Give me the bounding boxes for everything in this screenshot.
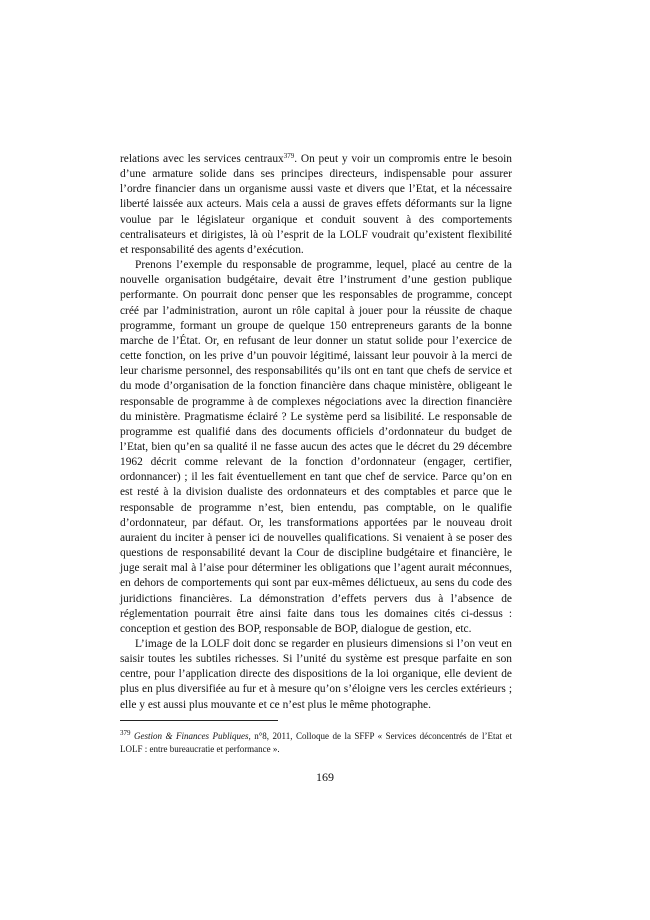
paragraph-2: Prenons l’exemple du responsable de programme, lequel, placé au centre de la nouvelle organisation budgétaire, devait être l’instrument d’une gestion publique performante. On pourrait donc penser que les responsables de programme, concept créé par l’administration, auront un rôle capital à jouer pour la réussite de chaque programme, formant un groupe de quelque 150 entrepreneurs garants de la bonne marche de l’État. Or, en refusant de leur donner un statut solide pour l’exercice de cette fonction, on les prive d’un pouvoir légitimé, laissant leur pouvoir à la merci de leur charisme personnel, des responsabilités qu’ils ont en tant que chefs de service et du mode d’organisation de la fonction financière dans chaque ministère, obligeant le responsable de programme à de complexes négociations avec la direction financière du ministère. Pragmatisme éclairé ? Le système perd sa lisibilité. Le responsable de programme est qualifié dans des documents officiels d’ordonnateur du budget de l’Etat, bien qu’en sa qualité il ne fasse aucun des actes que le décret du 29 décembre 1962 décrit comme relevant de la fonction d’ordonnateur (engager, certifier, ordonnancer) ; il les fait éventuellement en tant que chef de service. Parce qu’on en est resté à la division dualiste des ordonnateurs et des comptables et parce que le responsable de programme n’est, bien entendu, pas comptable, on le qualifie d’ordonnateur, par défaut. Or, les transformations apportées par le nouveau droit auraient du inciter à penser ici de nouvelles qualifications. Si venaient à se poser des questions de responsabilité devant la Cour de discipline budgétaire et financière, le juge serait mal à l’aise pour déterminer les obligations que l’agent aurait méconnues, en dehors de comportements qui sont par eux-mêmes délictueux, au sens du code des juridictions financières. La démonstration d’effets pervers dus à l’absence de réglementation pourrait être ainsi faite dans tous les domaines cités ci-dessus : conception et gestion des BOP, responsable de BOP, dialogue de gestion, etc. [120,259,512,635]
paragraph-3: L’image de la LOLF doit donc se regarder en plusieurs dimensions si l’on veut en saisir toutes les subtiles richesses. Si l’unité du système est presque parfaite en son centre, pour l’application directe des dispositions de la loi organique, elle devient de plus en plus diversifiée au fur et à mesure qu’on s’éloigne vers les cercles extérieurs ; elle y est aussi plus mouvante et ce n’est plus le même photographe. [120,638,512,711]
footnote-text: , n°8, 2011, Colloque de la SFFP « Services déconcentrés de l’Etat et LOLF : entre bureaucratie et performance ». [120,731,513,754]
footnote [120,730,512,755]
footnote-number: 379 [120,729,131,737]
footnote-reference: 379 [283,152,295,160]
paragraph-1-text: relations avec les services centraux [120,153,284,165]
footnote-title: Gestion & Finances Publiques [134,731,249,741]
body-text [120,152,512,713]
page-number: 169 [316,770,334,784]
footnote-divider [120,720,278,721]
paragraph-1-rest: . On peut y voir un compromis entre le besoin d’une armature solide dans ses principes directeurs, indispensable pour assurer l’ordre financier dans un organisme aussi vaste et divers que l’Etat, et la nécessaire liberté laissée aux acteurs. Mais cela a aussi de graves effets déformants sur la ligne voulue par le législateur organique et conduit souvent à des comportements centralisateurs et dirigistes, là où l’esprit de la LOLF voudrait qu’existent flexibilité et responsabilité des agents d’exécution. [120,153,512,256]
paragraph-1 [120,152,512,258]
